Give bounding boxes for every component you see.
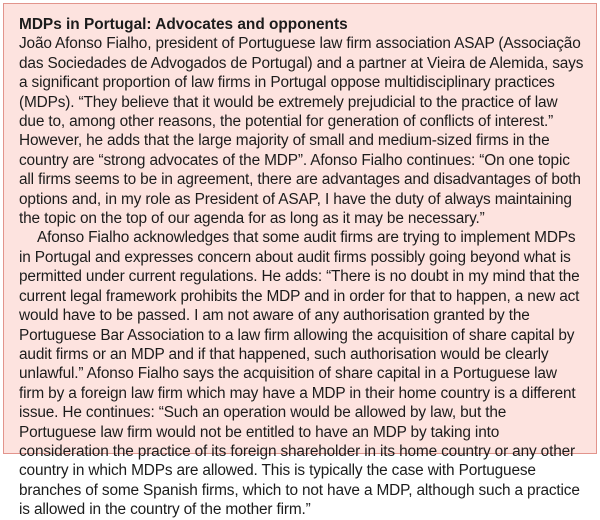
- paragraph-1: João Afonso Fialho, president of Portuguese law firm association ASAP (Associação das Sociedades de Advogados de Portugal) and a partner at Vieira de Alemida, says a significant proportion of law firms in Portugal oppose multidisciplinary practices (MDPs). “They believe that it would be extremely prejudicial to the practice of law due to, among other reasons, the potential for generation of conflicts of interest.” However, he adds that the large majority of small and medium-sized firms in the country are “strong advocates of the MDP”. Afonso Fialho continues: “On one topic all firms seems to be in agreement, there are advantages and disadvantages of both options and, in my role as President of ASAP, I have the duty of always maintaining the topic on the top of our agenda for as long as it may be necessary.”: [19, 35, 584, 228]
- box-title: MDPs in Portugal: Advocates and opponents: [19, 16, 348, 33]
- paragraph-2: Afonso Fialho acknowledges that some audit firms are trying to implement MDPs in Portugal and expresses concern about audit firms possibly going beyond what is permitted under current regulations. He adds: “There is no doubt in my mind that the current legal framework prohibits the MDP and in order for that to happen, a new act would have to be passed. I am not aware of any authorisation granted by the Portuguese Bar Association to a law firm allowing the acquisition of share capital by audit firms or an MDP and if that happened, such authorisation would be clearly unlawful.” Afonso Fialho says the acquisition of share capital in a Portuguese law firm by a foreign law firm which may have a MDP in their home country is a different issue. He continues: “Such an operation would be allowed by law, but the Portuguese law firm would not be entitled to have an MDP by taking into consideration the practice of its foreign shareholder in its home country or any other country in which MDPs are allowed. This is typically the case with Portuguese branches of some Spanish firms, which to not have a MDP, although such a practice is allowed in the country of the mother firm.”: [19, 229, 580, 519]
- sidebar-box: [3, 3, 597, 519]
